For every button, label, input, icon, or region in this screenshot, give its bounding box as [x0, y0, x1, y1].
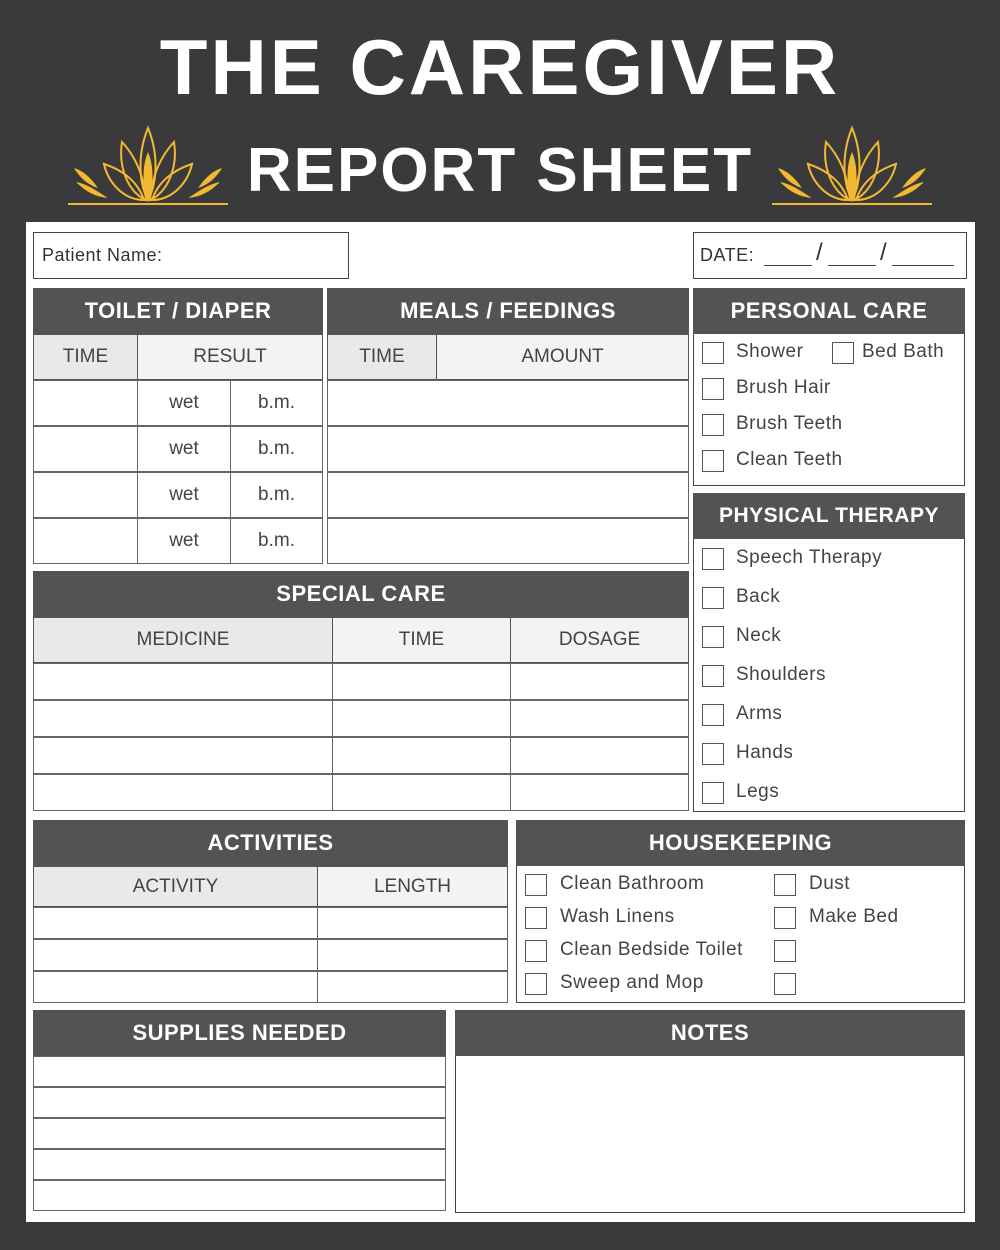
shower-checkbox[interactable] — [702, 342, 724, 364]
dosage-cell[interactable] — [510, 700, 689, 737]
brush-teeth-label: Brush Teeth — [736, 413, 843, 434]
dust-label: Dust — [809, 873, 851, 894]
length-cell[interactable] — [317, 939, 508, 971]
clean-bathroom-checkbox[interactable] — [525, 874, 547, 896]
toilet-result-header: RESULT — [137, 334, 323, 380]
back-label: Back — [736, 586, 781, 607]
activities-activity-header: ACTIVITY — [33, 866, 318, 907]
toilet-diaper-header: TOILET / DIAPER — [33, 288, 323, 334]
supply-row[interactable] — [33, 1118, 446, 1149]
housekeeping-header: HOUSEKEEPING — [516, 820, 965, 866]
meals-amount-header: AMOUNT — [436, 334, 689, 380]
title-line-1: THE CAREGIVER — [159, 23, 841, 111]
toilet-bm-cell[interactable]: b.m. — [230, 472, 323, 518]
shoulders-checkbox[interactable] — [702, 665, 724, 687]
wash-linens-checkbox[interactable] — [525, 907, 547, 929]
arms-label: Arms — [736, 703, 783, 724]
toilet-wet-cell[interactable]: wet — [137, 472, 231, 518]
title-line-2: REPORT SHEET — [246, 136, 754, 205]
bed-bath-label: Bed Bath — [862, 341, 945, 362]
date-day-blank[interactable] — [828, 265, 876, 266]
toilet-bm-cell[interactable]: b.m. — [230, 518, 323, 564]
special-time-cell[interactable] — [332, 663, 511, 700]
activity-cell[interactable] — [33, 971, 318, 1003]
patient-name-field[interactable] — [33, 232, 349, 279]
special-care-header: SPECIAL CARE — [33, 571, 689, 617]
clean-bedside-toilet-label: Clean Bedside Toilet — [560, 939, 743, 960]
neck-checkbox[interactable] — [702, 626, 724, 648]
date-year-blank[interactable] — [892, 265, 954, 266]
meals-time-header: TIME — [327, 334, 437, 380]
clean-bathroom-label: Clean Bathroom — [560, 873, 705, 894]
activity-cell[interactable] — [33, 907, 318, 939]
clean-teeth-checkbox[interactable] — [702, 450, 724, 472]
blank-task-2-checkbox[interactable] — [774, 940, 796, 962]
dosage-cell[interactable] — [510, 663, 689, 700]
supply-row[interactable] — [33, 1087, 446, 1118]
speech-therapy-label: Speech Therapy — [736, 547, 883, 568]
arms-checkbox[interactable] — [702, 704, 724, 726]
special-time-cell[interactable] — [332, 774, 511, 811]
meals-row[interactable] — [327, 426, 689, 472]
toilet-bm-cell[interactable]: b.m. — [230, 426, 323, 472]
lotus-ornament-right-icon — [772, 122, 932, 208]
toilet-time-cell[interactable] — [33, 426, 138, 472]
activities-header: ACTIVITIES — [33, 820, 508, 866]
date-separator: / — [816, 239, 824, 266]
dosage-cell[interactable] — [510, 774, 689, 811]
supplies-needed-header: SUPPLIES NEEDED — [33, 1010, 446, 1056]
date-month-blank[interactable] — [764, 265, 812, 266]
supply-row[interactable] — [33, 1056, 446, 1087]
medicine-cell[interactable] — [33, 774, 333, 811]
toilet-time-cell[interactable] — [33, 472, 138, 518]
legs-checkbox[interactable] — [702, 782, 724, 804]
sweep-and-mop-checkbox[interactable] — [525, 973, 547, 995]
activity-cell[interactable] — [33, 939, 318, 971]
brush-hair-label: Brush Hair — [736, 377, 831, 398]
toilet-time-header: TIME — [33, 334, 138, 380]
toilet-wet-cell[interactable]: wet — [137, 426, 231, 472]
legs-label: Legs — [736, 781, 780, 802]
supply-row[interactable] — [33, 1149, 446, 1180]
lotus-ornament-left-icon — [68, 122, 228, 208]
date-separator: / — [880, 239, 888, 266]
physical-therapy-header: PHYSICAL THERAPY — [693, 493, 965, 539]
back-checkbox[interactable] — [702, 587, 724, 609]
activities-length-header: LENGTH — [317, 866, 508, 907]
date-field[interactable] — [693, 232, 967, 279]
special-time-cell[interactable] — [332, 700, 511, 737]
shoulders-label: Shoulders — [736, 664, 827, 685]
special-time-cell[interactable] — [332, 737, 511, 774]
medicine-cell[interactable] — [33, 700, 333, 737]
special-care-dosage-header: DOSAGE — [510, 617, 689, 663]
shower-label: Shower — [736, 341, 804, 362]
sweep-and-mop-label: Sweep and Mop — [560, 972, 704, 993]
meals-feedings-header: MEALS / FEEDINGS — [327, 288, 689, 334]
speech-therapy-checkbox[interactable] — [702, 548, 724, 570]
patient-name-label: Patient Name: — [42, 245, 163, 265]
make-bed-label: Make Bed — [809, 906, 899, 927]
special-care-medicine-header: MEDICINE — [33, 617, 333, 663]
meals-row[interactable] — [327, 380, 689, 426]
length-cell[interactable] — [317, 971, 508, 1003]
bed-bath-checkbox[interactable] — [832, 342, 854, 364]
blank-task-3-checkbox[interactable] — [774, 973, 796, 995]
medicine-cell[interactable] — [33, 663, 333, 700]
toilet-wet-cell[interactable]: wet — [137, 518, 231, 564]
toilet-time-cell[interactable] — [33, 518, 138, 564]
hands-checkbox[interactable] — [702, 743, 724, 765]
supply-row[interactable] — [33, 1180, 446, 1211]
dust-checkbox[interactable] — [774, 874, 796, 896]
toilet-wet-cell[interactable]: wet — [137, 380, 231, 426]
make-bed-checkbox[interactable] — [774, 907, 796, 929]
special-care-time-header: TIME — [332, 617, 511, 663]
notes-header: NOTES — [455, 1010, 965, 1056]
brush-teeth-checkbox[interactable] — [702, 414, 724, 436]
hands-label: Hands — [736, 742, 794, 763]
wash-linens-label: Wash Linens — [560, 906, 675, 927]
toilet-bm-cell[interactable]: b.m. — [230, 380, 323, 426]
clean-bedside-toilet-checkbox[interactable] — [525, 940, 547, 962]
neck-label: Neck — [736, 625, 782, 646]
personal-care-header: PERSONAL CARE — [693, 288, 965, 334]
meals-row[interactable] — [327, 518, 689, 564]
physical-therapy-panel — [693, 493, 965, 812]
meals-row[interactable] — [327, 472, 689, 518]
brush-hair-checkbox[interactable] — [702, 378, 724, 400]
clean-teeth-label: Clean Teeth — [736, 449, 843, 470]
length-cell[interactable] — [317, 907, 508, 939]
medicine-cell[interactable] — [33, 737, 333, 774]
date-label: DATE: — [700, 245, 755, 265]
toilet-time-cell[interactable] — [33, 380, 138, 426]
dosage-cell[interactable] — [510, 737, 689, 774]
